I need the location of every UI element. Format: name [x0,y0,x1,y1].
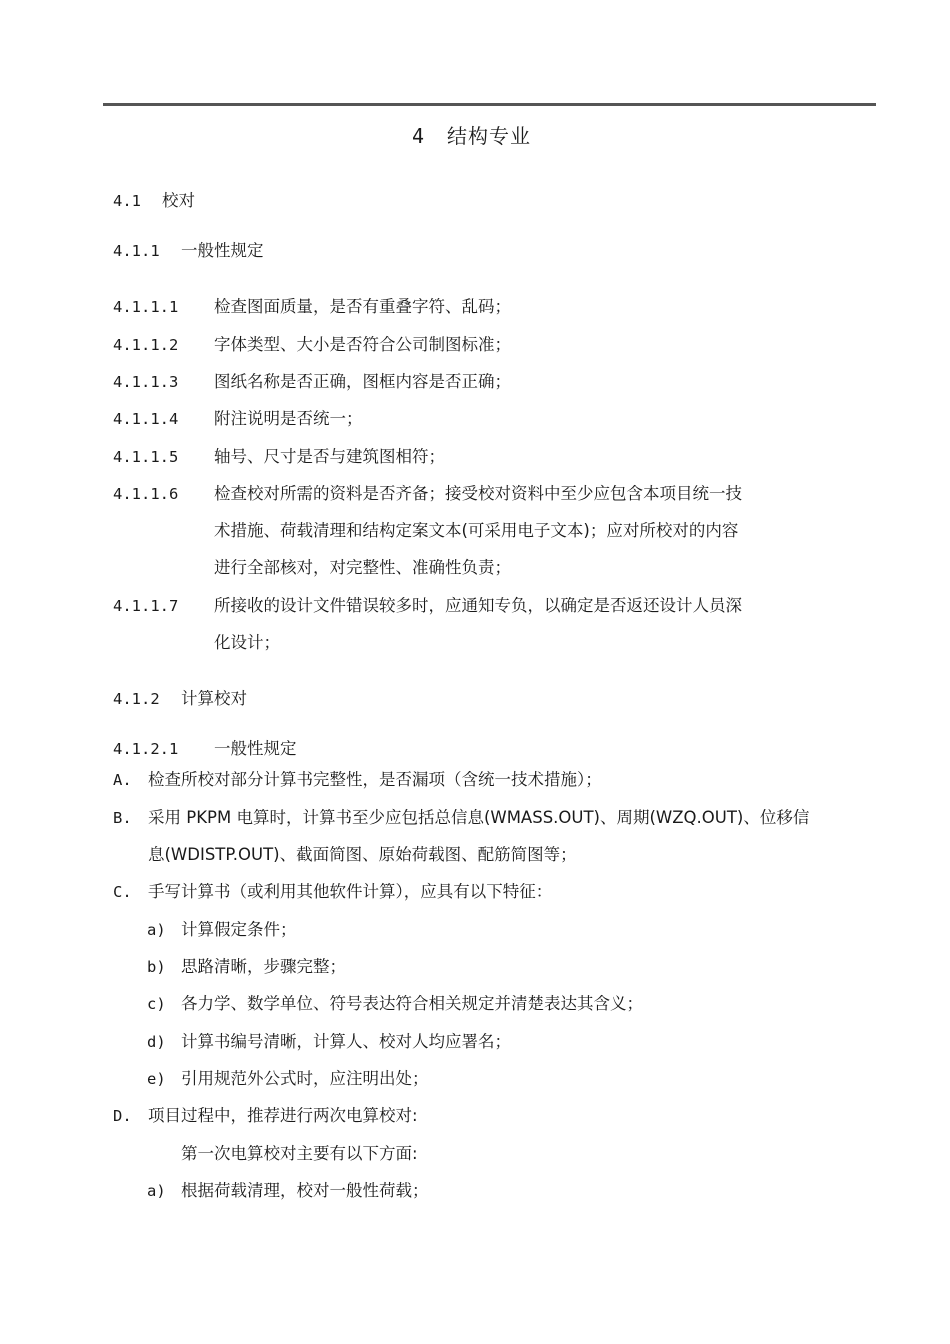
item-number: 4.1.1.6 [113,485,179,503]
item-text: 图纸名称是否正确，图框内容是否正确； [214,372,511,391]
subsection-number: 4.1.2 [113,690,160,708]
item-text: 字体类型、大小是否符合公司制图标准； [214,335,511,354]
list-marker: B. [113,809,132,827]
item-text: 进行全部核对，对完整性、准确性负责； [214,558,511,577]
sub-marker: a) [147,921,166,939]
item-number: 4.1.1.7 [113,597,179,615]
sub-marker: d) [147,1033,166,1051]
item-text: 化设计； [214,633,280,652]
list-text: 第一次电算校对主要有以下方面: [181,1144,418,1163]
list-text: 检查所校对部分计算书完整性，是否漏项（含统一技术措施）； [148,770,602,789]
sub-text: 计算书编号清晰，计算人、校对人均应署名； [181,1032,511,1051]
item-number: 4.1.1.2 [113,336,179,354]
item-number: 4.1.1.1 [113,298,179,316]
sub-marker: e) [147,1070,166,1088]
list-text: 息(WDISTP.OUT)、截面简图、原始荷载图、配筋简图等； [148,845,577,864]
item-number: 4.1.2.1 [113,740,179,758]
list-text: 项目过程中，推荐进行两次电算校对: [148,1106,418,1125]
item-number: 4.1.1.3 [113,373,179,391]
sub-text: 计算假定条件； [181,920,297,939]
subsection-title: 一般性规定 [181,241,264,260]
section-title: 校对 [162,191,195,210]
item-text: 检查校对所需的资料是否齐备；接受校对资料中至少应包含本项目统一技 [214,484,742,503]
item-text: 术措施、荷载清理和结构定案文本(可采用电子文本)；应对所校对的内容 [214,521,739,540]
chapter-number: 4 [412,124,426,148]
sub-text: 各力学、数学单位、符号表达符合相关规定并清楚表达其含义； [181,994,643,1013]
chapter-title: 结构专业 [447,124,531,148]
item-text: 附注说明是否统一； [214,409,363,428]
list-text: 采用 PKPM 电算时，计算书至少应包括总信息(WMASS.OUT)、周期(WZQ.OUT)、位移信 [148,808,810,827]
subsection-number: 4.1.1 [113,242,160,260]
subsection-title: 计算校对 [181,689,247,708]
sub-text: 根据荷载清理，校对一般性荷载； [181,1181,429,1200]
item-text: 轴号、尺寸是否与建筑图相符； [214,447,445,466]
list-marker: C. [113,883,132,901]
item-number: 4.1.1.5 [113,448,179,466]
section-number: 4.1 [113,192,141,210]
sub-text: 思路清晰，步骤完整； [181,957,346,976]
list-text: 手写计算书（或利用其他软件计算），应具有以下特征： [148,882,553,901]
header-rule [103,103,876,106]
list-marker: A. [113,771,132,789]
item-text: 所接收的设计文件错误较多时，应通知专负，以确定是否返还设计人员深 [214,596,742,615]
sub-marker: a) [147,1182,166,1200]
item-title: 一般性规定 [214,739,297,758]
item-text: 检查图面质量，是否有重叠字符、乱码； [214,297,511,316]
sub-marker: c) [147,995,166,1013]
item-number: 4.1.1.4 [113,410,179,428]
list-marker: D. [113,1107,132,1125]
sub-marker: b) [147,958,166,976]
sub-text: 引用规范外公式时，应注明出处； [181,1069,429,1088]
